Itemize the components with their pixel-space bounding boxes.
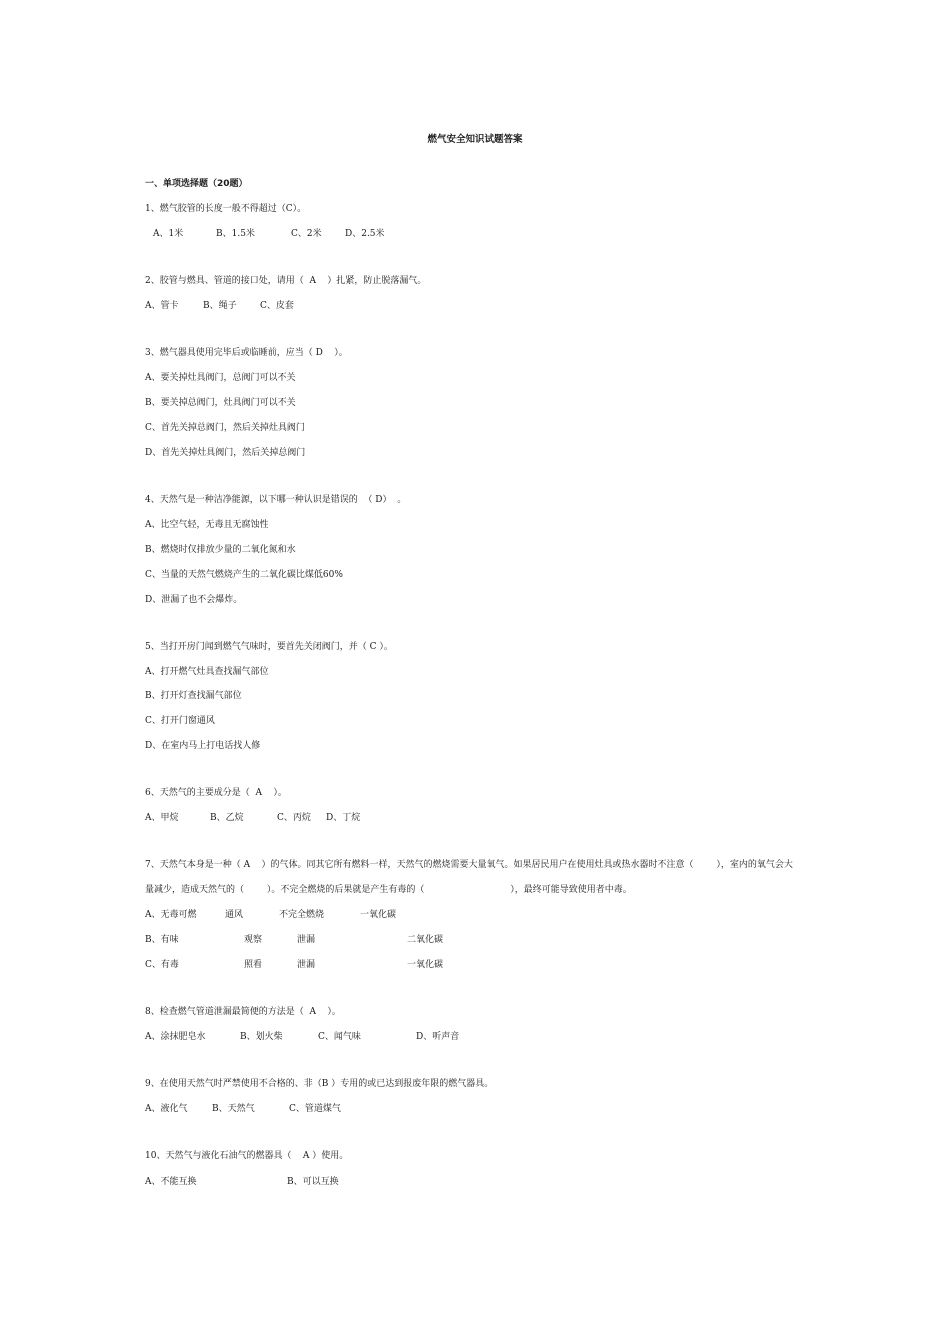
q8-option-b: B、划火柴 [240,1032,283,1042]
question-2: 2、胶管与燃具、管道的接口处，请用（ A ）扎紧，防止脱落漏气。 [145,276,427,286]
q5-option-d: D、在室内马上打电话找人修 [145,741,261,751]
q2-option-c: C、皮套 [260,301,294,311]
q5-option-b: B、打开灯查找漏气部位 [145,691,242,701]
q10-option-b: B、可以互换 [287,1177,339,1187]
q9-option-a: A、液化气 [145,1104,188,1114]
q7-row-c-col-1: C、有毒 [145,960,179,970]
question-1: 1、燃气胶管的长度一般不得超过（C）。 [145,204,307,214]
question-3: 3、燃气器具使用完毕后或临睡前，应当（ D ）。 [145,348,348,358]
q3-option-a: A、要关掉灶具阀门，总阀门可以不关 [145,373,296,383]
question-7-line-1: 7、天然气本身是一种（ A ）的气体。同其它所有燃料一样，天然气的燃烧需要大量氧气。如果居民用户在使用灶具或热水器时不注意（ ），室内的氧气会大 [145,860,793,870]
q2-option-b: B、绳子 [203,301,237,311]
q7-row-b-col-2: 观察 [244,935,263,945]
q7-row-a-col-4: 一氧化碳 [360,910,397,920]
q2-option-a: A、管卡 [145,301,179,311]
q7-row-b-col-4: 二氧化碳 [407,935,444,945]
document-title: 燃气安全知识试题答案 [427,134,523,145]
q7-row-c-col-2: 照看 [244,960,263,970]
q3-option-b: B、要关掉总阀门，灶具阀门可以不关 [145,398,296,408]
question-5: 5、当打开房门闻到燃气气味时，要首先关闭阀门，并（ C ）。 [145,642,393,652]
q7-row-c-col-4: 一氧化碳 [407,960,444,970]
question-9: 9、在使用天然气时严禁使用不合格的、非（B ）专用的或已达到报废年限的燃气器具。 [145,1079,494,1089]
q6-option-d: D、丁烷 [326,813,361,823]
q5-option-a: A、打开燃气灶具查找漏气部位 [145,667,269,677]
section-heading: 一、单项选择题（20题） [145,179,248,189]
q9-option-b: B、天然气 [212,1104,255,1114]
question-7-line-2: 量减少，造成天然气的（ ）。不完全燃烧的后果就是产生有毒的（ ），最终可能导致使用者中毒。 [145,885,632,895]
q8-option-a: A、涂抹肥皂水 [145,1032,206,1042]
q3-option-d: D、首先关掉灶具阀门，然后关掉总阀门 [145,448,306,458]
q1-option-b: B、1.5米 [216,229,255,239]
q4-option-b: B、燃烧时仅排放少量的二氧化氮和水 [145,545,296,555]
question-10: 10、天然气与液化石油气的燃器具（ A ）使用。 [145,1151,349,1161]
q6-option-a: A、甲烷 [145,813,179,823]
q7-row-c-col-3: 泄漏 [297,960,316,970]
q1-option-a: A、1米 [153,229,184,239]
question-4: 4、天然气是一种洁净能源，以下哪一种认识是错误的 （ D） 。 [145,495,407,505]
q10-option-a: A、不能互换 [145,1177,197,1187]
q7-row-a-col-1: A、无毒可燃 [145,910,197,920]
q1-option-d: D、2.5米 [345,229,385,239]
q3-option-c: C、首先关掉总阀门，然后关掉灶具阀门 [145,423,305,433]
q8-option-c: C、闻气味 [318,1032,361,1042]
q1-option-c: C、2米 [291,229,322,239]
question-6: 6、天然气的主要成分是（ A ）。 [145,788,287,798]
q4-option-c: C、当量的天然气燃烧产生的二氧化碳比煤低60% [145,570,343,580]
q7-row-a-col-2: 通风 [225,910,244,920]
q7-row-b-col-1: B、有味 [145,935,179,945]
q5-option-c: C、打开门窗通风 [145,716,215,726]
q4-option-d: D、泄漏了也不会爆炸。 [145,595,243,605]
q8-option-d: D、听声音 [416,1032,460,1042]
q9-option-c: C、管道煤气 [289,1104,341,1114]
q4-option-a: A、比空气轻，无毒且无腐蚀性 [145,520,269,530]
q7-row-b-col-3: 泄漏 [297,935,316,945]
q6-option-c: C、丙烷 [277,813,311,823]
question-8: 8、检查燃气管道泄漏最简便的方法是（ A ）。 [145,1007,341,1017]
q7-row-a-col-3: 不完全燃烧 [279,910,325,920]
q6-option-b: B、乙烷 [210,813,244,823]
